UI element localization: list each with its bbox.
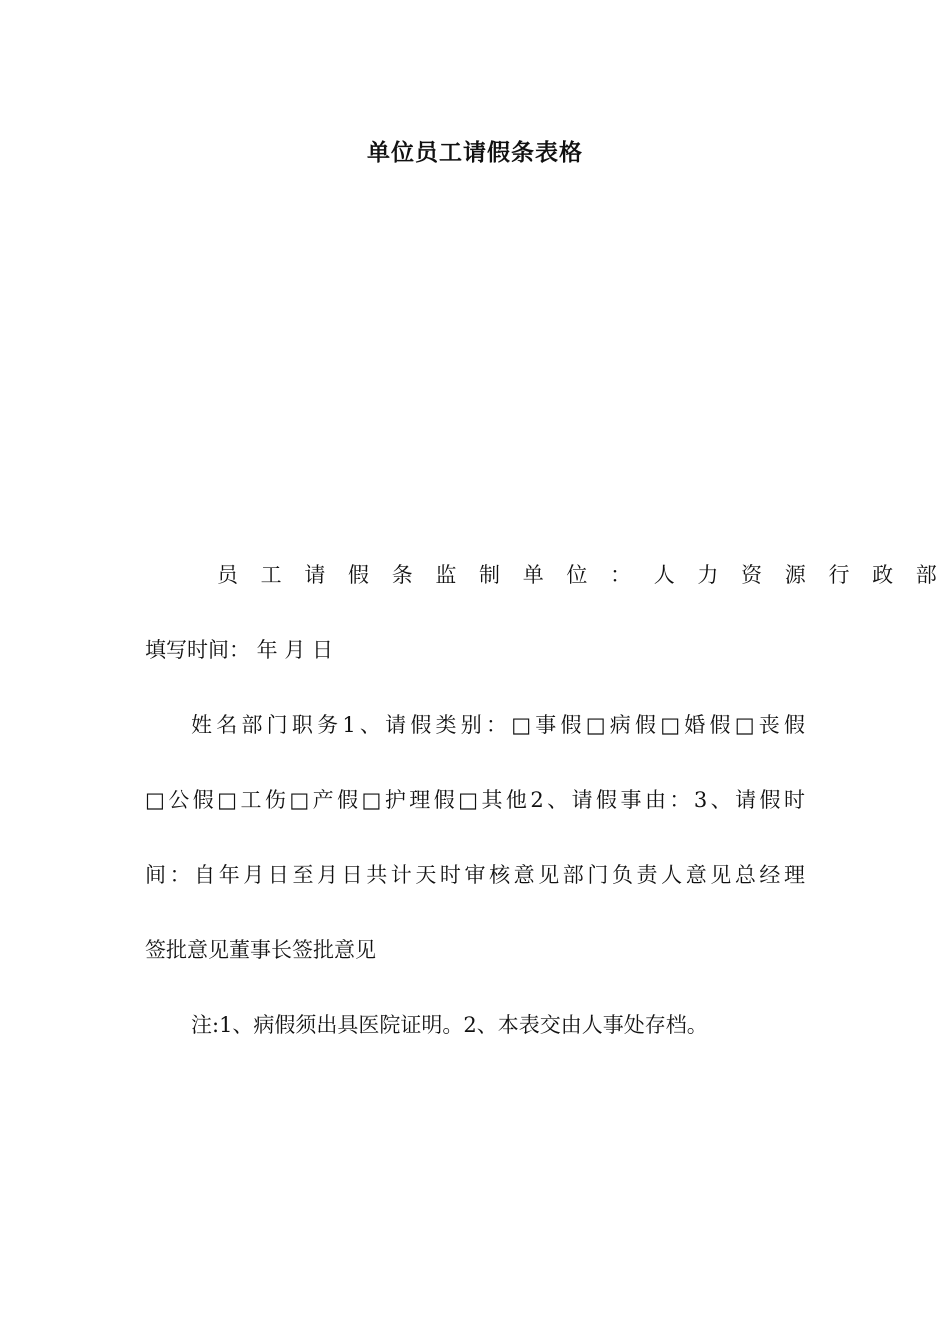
form-header-line: 员 工 请 假 条 监 制 单 位 ： 人 力 资 源 行 政 部	[217, 563, 945, 587]
form-fields-line-1: 姓名部门职务1、请假类别：□事假□病假□婚假□丧假	[191, 713, 805, 737]
document-body	[145, 553, 945, 1078]
form-fields-line-4: 签批意见董事长签批意见	[145, 938, 376, 962]
form-fields-line-2: □公假□工伤□产假□护理假□其他2、请假事由：3、请假时	[145, 788, 805, 812]
fill-time-line: 填写时间： 年 月 日	[145, 638, 334, 662]
document-title: 单位员工请假条表格	[367, 139, 583, 166]
form-fields-line-3: 间：自年月日至月日共计天时审核意见部门负责人意见总经理	[145, 863, 805, 887]
note-line: 注:1、病假须出具医院证明。2、本表交由人事处存档。	[191, 1013, 708, 1037]
